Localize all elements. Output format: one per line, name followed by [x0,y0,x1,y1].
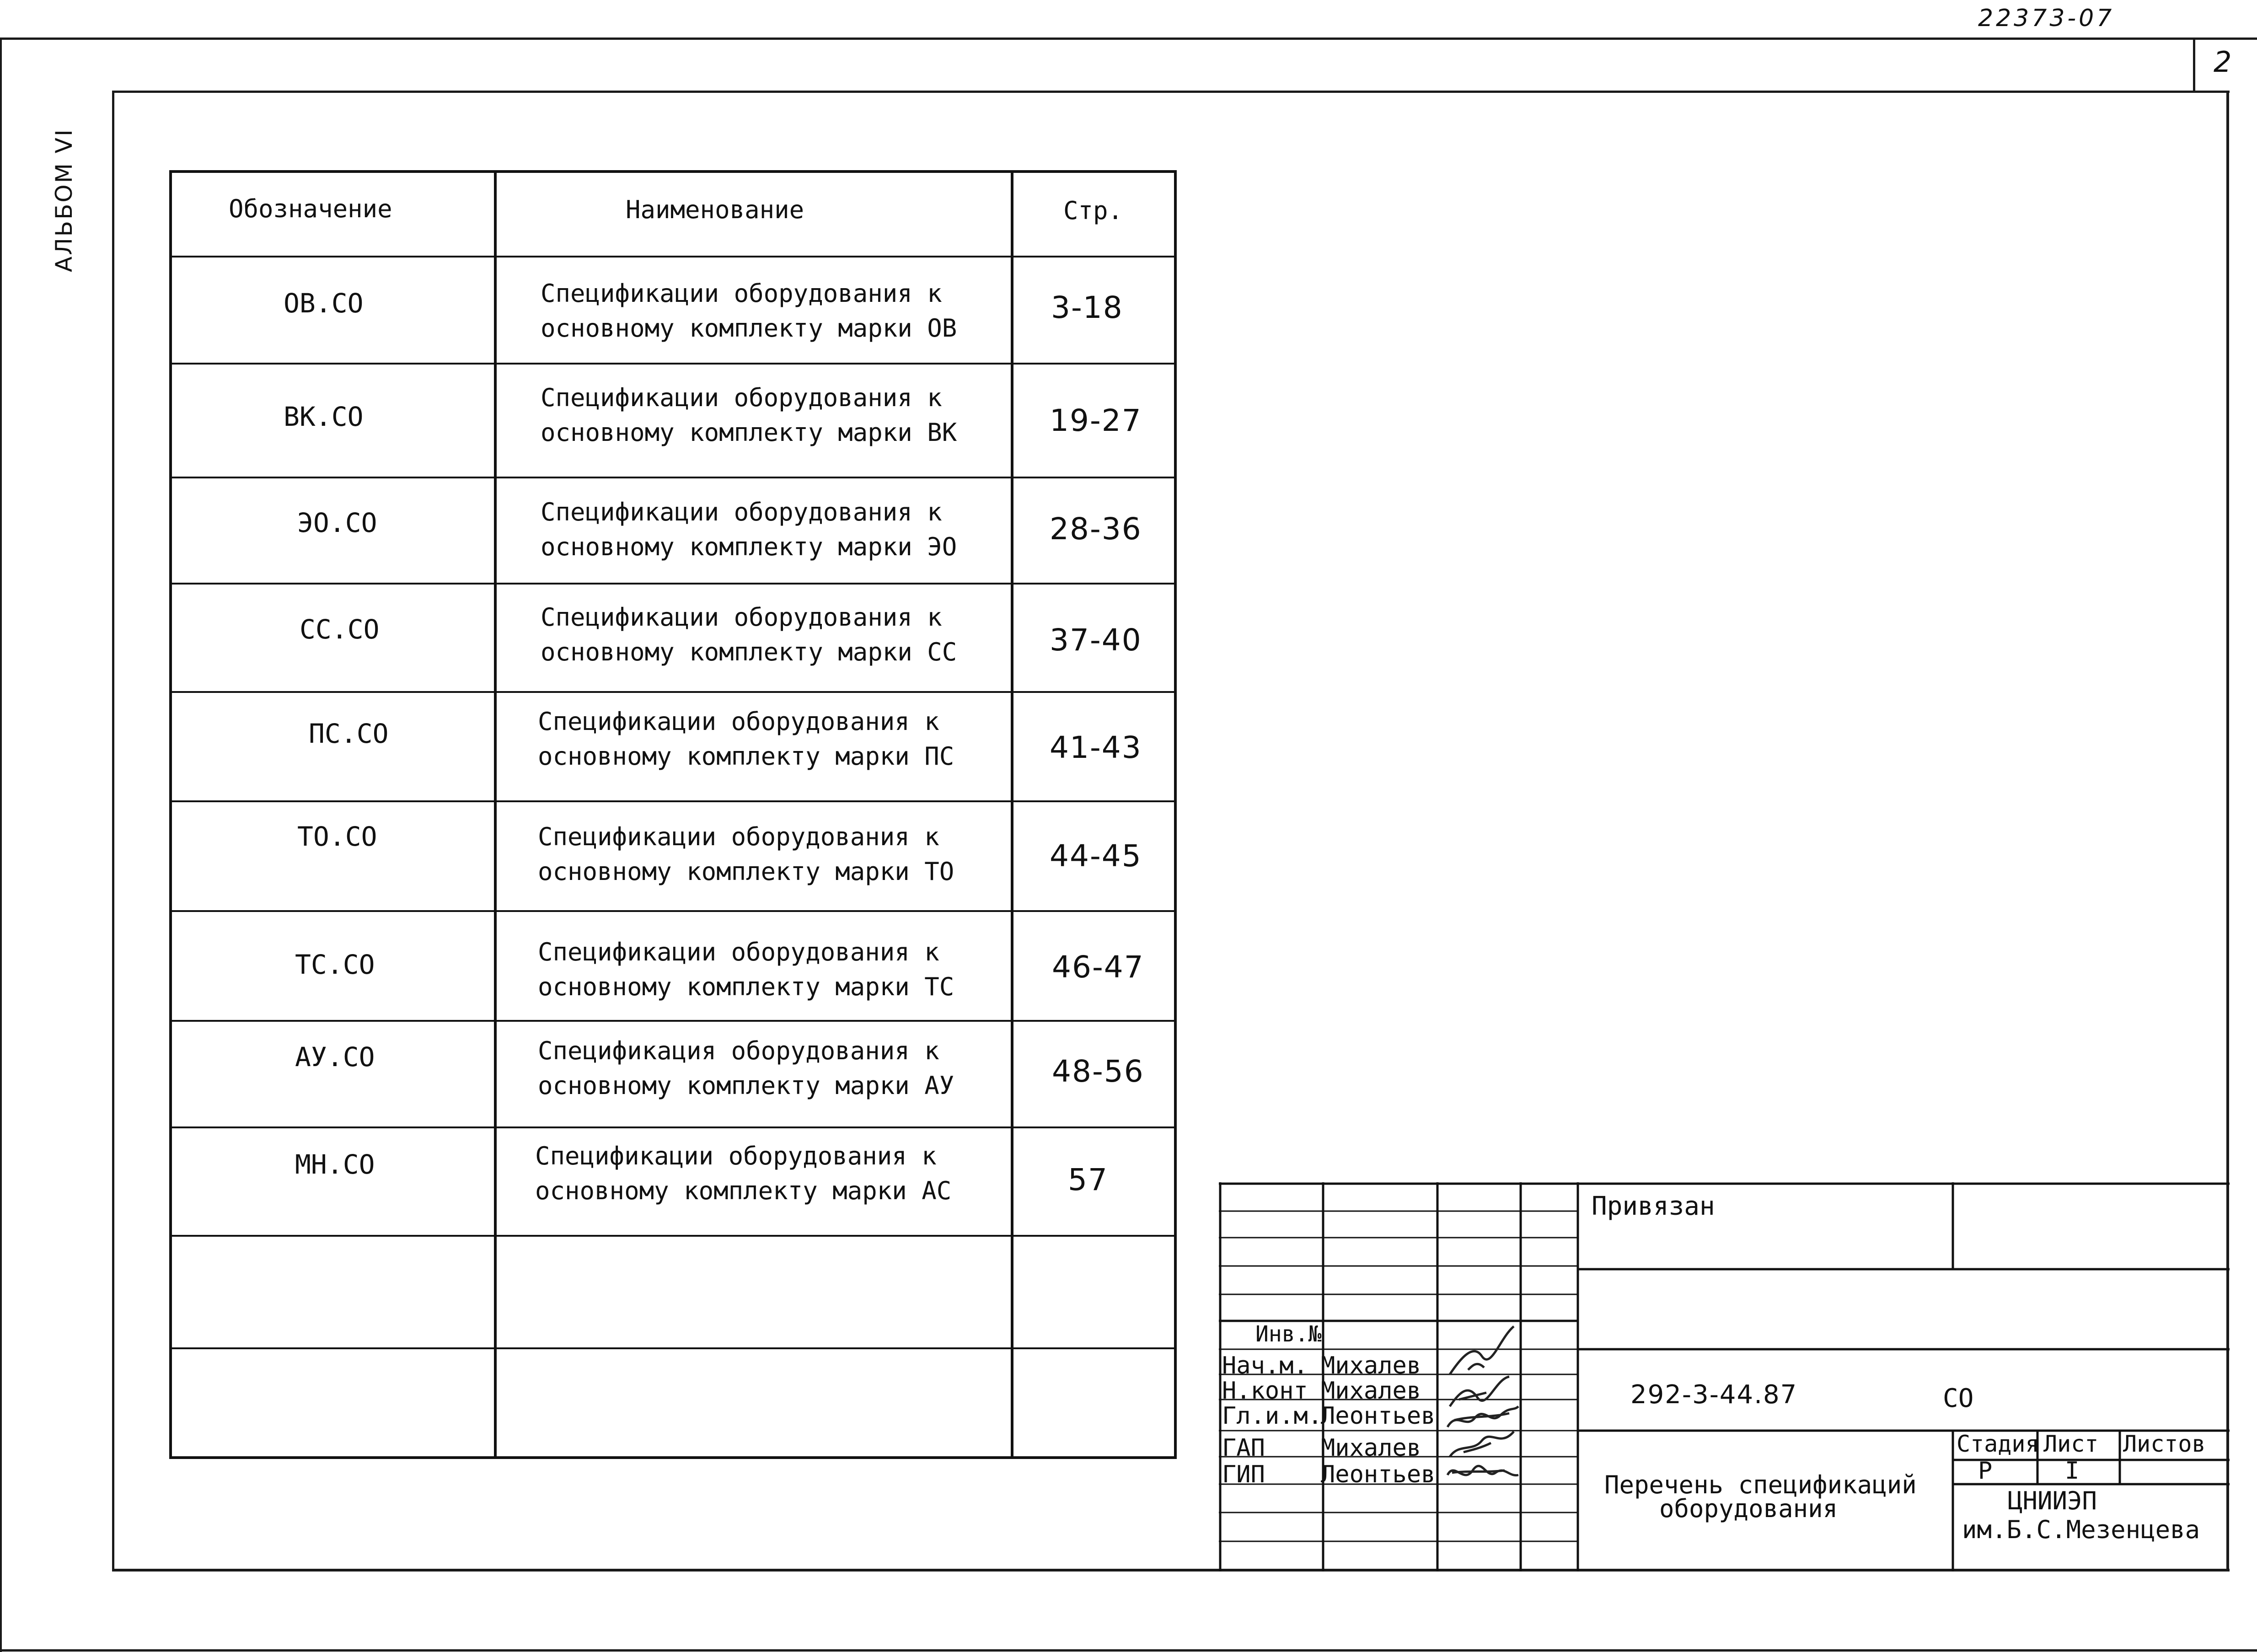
staff-name: Михалев [1321,1352,1421,1379]
row-name [541,495,957,564]
sheets-label: Листов [2123,1431,2206,1457]
sheet-label: Лист [2043,1431,2099,1457]
row-pages: 3-18 [1051,290,1123,325]
document-title-line2: оборудования [1659,1494,1838,1523]
inner-frame-left [112,91,114,1572]
row-name-line: основному комплекту марки ЭО [541,532,957,561]
row-name-line: основному комплекту марки АС [535,1176,952,1205]
header-name: Наименование [626,195,804,224]
row-designation: ПС.СО [309,718,389,749]
sheet-number-box-left [2193,38,2195,93]
project-code: 292-3-44.87 [1630,1380,1798,1410]
outer-frame-left [0,38,2,1652]
outer-frame-top [0,38,2257,40]
row-name-line: Спецификации оборудования к [538,938,939,966]
row-pages: 46-47 [1052,949,1144,985]
staff-role: ГИП [1222,1461,1265,1488]
row-name-line: основному комплекту марки ТС [538,972,954,1001]
row-name [538,935,954,1004]
inner-frame-top [112,91,2230,93]
staff-role: Гл.и.м. [1222,1402,1323,1430]
row-name-line: основному комплекту марки ТО [538,857,954,886]
row-name [538,1034,954,1103]
empty-row [169,1236,1177,1348]
row-name-line: Спецификации оборудования к [538,822,939,851]
row-name [541,600,957,670]
row-name-line: Спецификации оборудования к [538,707,939,736]
staff-name: Михалев [1321,1377,1421,1405]
row-name-line: основному комплекту марки АУ [538,1071,954,1100]
sheet-value: I [2065,1457,2080,1485]
row-designation: АУ.СО [295,1041,375,1073]
row-name-line: Спецификации оборудования к [541,279,942,308]
row-name-line: Спецификации оборудования к [541,498,942,526]
row-pages: 37-40 [1050,622,1142,658]
empty-row [169,1348,1177,1459]
row-name-line: основному комплекту марки СС [541,638,957,666]
specification-table [169,170,1177,1459]
staff-name: Леонтьев [1321,1402,1436,1430]
stage-value: Р [1978,1457,1993,1485]
sheet-number: 2 [2214,45,2232,79]
row-name-line: основному комплекту марки ОВ [541,314,957,343]
row-pages: 57 [1068,1162,1108,1197]
header-pages: Стр. [1063,196,1123,225]
staff-role: Нач.м. [1222,1352,1308,1379]
row-name-line: Спецификации оборудования к [541,383,942,412]
row-name [535,1139,951,1208]
row-designation: СС.СО [300,614,380,645]
row-designation: ОВ.СО [284,288,364,319]
header-designation: Обозначение [229,194,392,223]
row-designation: ТС.СО [295,949,375,980]
row-name-line: основному комплекту марки ПС [538,742,954,771]
row-name [538,820,954,889]
organization-line1: ЦНИИЭП [2008,1486,2097,1515]
row-pages: 48-56 [1052,1054,1144,1089]
row-pages: 41-43 [1050,730,1142,765]
row-name [538,704,954,774]
document-mark: СО [1943,1384,1974,1413]
row-pages: 19-27 [1050,403,1142,438]
document-title-line1: Перечень спецификаций [1604,1470,1917,1499]
row-pages: 44-45 [1050,838,1142,874]
row-name-line: Спецификация оборудования к [538,1036,939,1065]
row-name [541,276,957,346]
row-designation: ЭО.СО [297,507,377,538]
row-designation: ВК.СО [284,401,364,432]
row-designation: ТО.СО [297,821,377,852]
staff-role: ГАП [1222,1434,1265,1462]
row-name-line: Спецификации оборудования к [541,603,942,632]
row-designation: МН.СО [295,1149,375,1180]
privyazan-label: Привязан [1592,1191,1715,1221]
signature-5 [1441,1457,1523,1489]
album-label: АЛЬБОМ VI [51,128,77,272]
staff-role: Н.конт [1222,1377,1308,1405]
organization-line2: им.Б.С.Мезенцева [1962,1515,2200,1544]
row-name-line: основному комплекту марки ВК [541,418,957,447]
row-pages: 28-36 [1050,511,1142,547]
document-number: 22373-07 [1978,5,2115,32]
inventory-number-label: Инв.№ [1255,1321,1322,1347]
staff-name: Леонтьев [1321,1461,1436,1488]
outer-frame-bottom [0,1649,2257,1652]
row-name-line: Спецификации оборудования к [535,1142,937,1170]
staff-name: Михалев [1321,1434,1421,1462]
row-name [541,381,957,450]
stage-label: Стадия [1957,1431,2039,1457]
